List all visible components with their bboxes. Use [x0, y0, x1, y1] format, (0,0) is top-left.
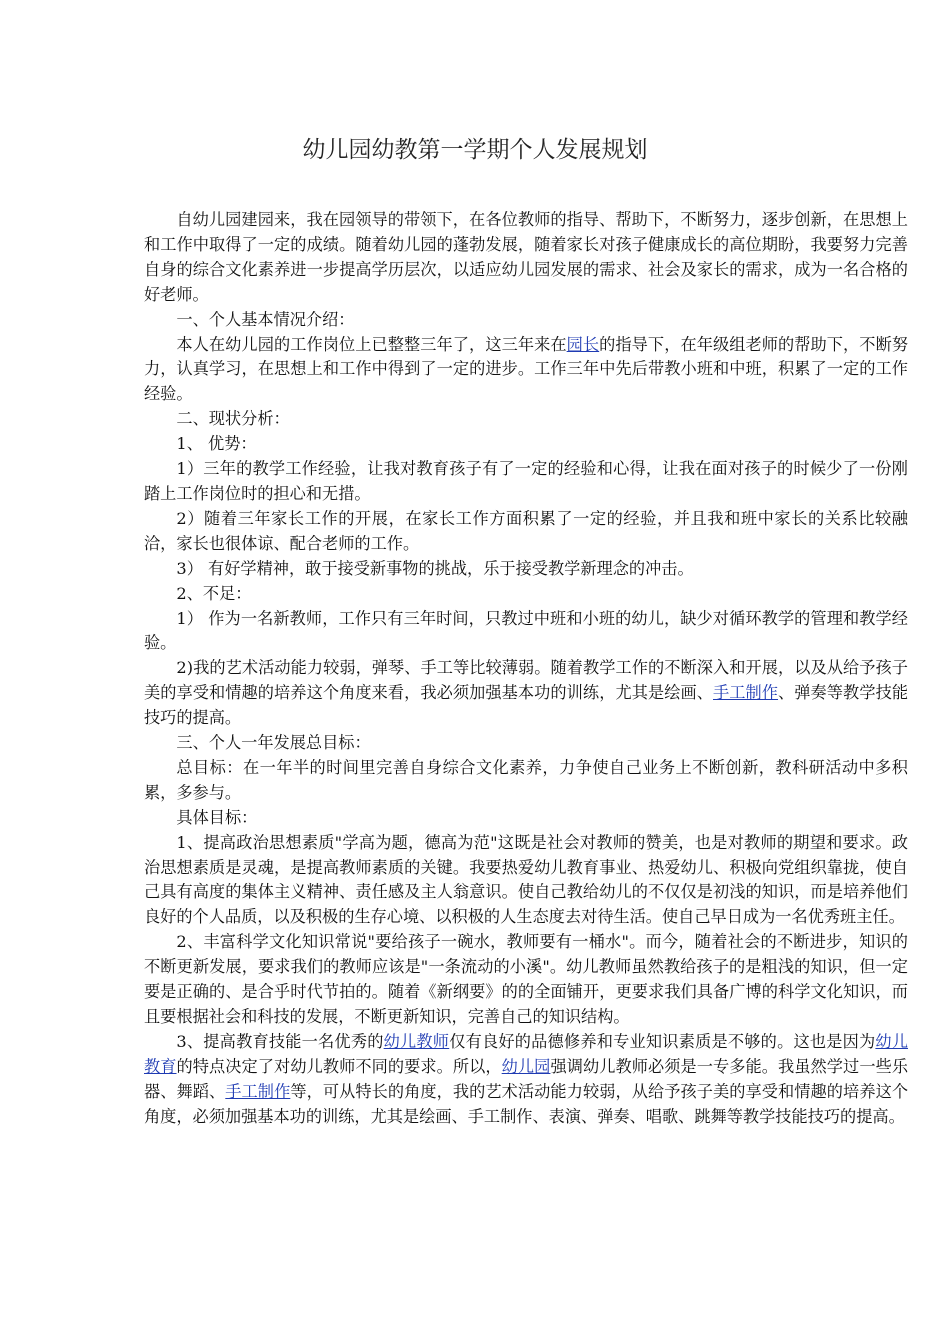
paragraph [144, 308, 908, 333]
paragraph-text: 自幼儿园建园来，我在园领导的带领下，在各位教师的指导、帮助下，不断努力，逐步创新，在思想上和工作中取得了一定的成绩。随着幼儿园的蓬勃发展，随着家长对孩子健康成长的高位期盼，我要努力完善自身的综合文化素养进一步提高学历层次，以适应幼儿园发展的需求、社会及家长的需求，成为一名合格的好老师。 [144, 210, 908, 304]
paragraph-text: 仅有良好的品德修养和专业知识素质是不够的。这也是因为 [449, 1031, 876, 1051]
paragraph-text: 1、 优势： [176, 434, 257, 454]
paragraph-text: 1、提高政治思想素质"学高为题，德高为范"这既是社会对教师的赞美，也是对教师的期望和要求。政治思想素质是灵魂，是提高教师素质的关键。我要热爱幼儿教育事业、热爱幼儿、积极向党组织靠拢，使自己具有高度的集体主义精神、责任感及主人翁意识。使自己教给幼儿的不仅仅是初浅的知识，而是培养他们良好的个人品质，以及积极的生存心境、以积极的人生态度去对待生活。使自己早日成为一名优秀班主任。 [144, 832, 908, 927]
paragraph [144, 208, 908, 308]
paragraph [144, 582, 908, 607]
paragraph [144, 333, 908, 408]
paragraph-text: 2、不足： [176, 583, 252, 603]
inline-link[interactable]: 手工制作 [713, 683, 779, 703]
paragraph-text: 3） 有好学精神，敢于接受新事物的挑战，乐于接受教学新理念的冲击。 [176, 558, 694, 578]
paragraph-text: 1）三年的教学工作经验，让我对教育孩子有了一定的经验和心得，让我在面对孩子的时候少了一份刚踏上工作岗位时的担心和无措。 [144, 459, 908, 503]
paragraph [144, 432, 908, 457]
paragraph [144, 457, 908, 507]
paragraph [144, 507, 908, 557]
document-title: 幼儿园幼教第一学期个人发展规划 [302, 137, 648, 163]
paragraph [144, 731, 908, 756]
inline-link[interactable]: 园长 [566, 334, 600, 354]
paragraph-text: 3、提高教育技能一名优秀的 [176, 1031, 384, 1051]
inline-link[interactable]: 幼儿教师 [383, 1031, 450, 1051]
document-body [144, 208, 908, 1130]
paragraph [144, 607, 908, 657]
paragraph-text: 2)我的艺术活动能力较弱，弹琴、手工等比较薄弱。随着教学工作的不断深入和开展，以及从给予孩子美的享受和情趣的培养这个角度来看，我必须加强基本功的训练，尤其是绘画、 [144, 658, 908, 703]
paragraph-text: 具体目标： [176, 807, 258, 827]
paragraph-text: 、弹奏等教学技能技巧的提高。 [144, 683, 909, 728]
paragraph-text: 一、个人基本情况介绍： [176, 309, 355, 329]
paragraph-text: 本人在幼儿园的工作岗位上已整整三年了，这三年来在 [176, 334, 567, 354]
paragraph-text: 2）随着三年家长工作的开展，在家长工作方面积累了一定的经验，并且我和班中家长的关系比较融洽，家长也很体谅、配合老师的工作。 [144, 508, 908, 553]
inline-link[interactable]: 手工制作 [225, 1081, 291, 1101]
paragraph-text: 的特点决定了对幼儿教师不同的要求。所以， [176, 1056, 502, 1076]
paragraph [144, 756, 908, 806]
inline-link[interactable]: 幼儿教育 [144, 1031, 909, 1076]
paragraph-text: 总目标：在一年半的时间里完善自身综合文化素养，力争使自己业务上不断创新，教科研活动中多积累，多参与。 [144, 757, 908, 802]
paragraph-text: 2、丰富科学文化知识常说"要给孩子一碗水，教师要有一桶水"。而今，随着社会的不断进步，知识的不断更新发展，要求我们的教师应该是"一条流动的小溪"。幼儿教师虽然教给孩子的是粗浅的知识，但一定要是正确的、是合乎时代节拍的。随着《新纲要》的的全面铺开，更要求我们具备广博的科学文化知识，而且要根据社会和科技的发展，不断更新知识，完善自己的知识结构。 [144, 932, 908, 1026]
paragraph [144, 806, 908, 831]
inline-link[interactable]: 幼儿园 [501, 1056, 551, 1076]
paragraph-text: 二、现状分析： [176, 409, 290, 429]
paragraph-text: 强调幼儿教师必须是一专多能。我虽然学过一些乐器、舞蹈、 [144, 1056, 909, 1101]
paragraph [144, 656, 908, 731]
paragraph [144, 831, 908, 931]
paragraph [144, 930, 908, 1030]
paragraph-text: 1） 作为一名新教师，工作只有三年时间，只教过中班和小班的幼儿，缺少对循环教学的管理和教学经验。 [144, 608, 908, 653]
paragraph-text: 三、个人一年发展总目标： [176, 733, 371, 753]
paragraph-text: 等，可从特长的角度，我的艺术活动能力较弱，从给予孩子美的享受和情趣的培养这个角度，必须加强基本功的训练，尤其是绘画、手工制作、表演、弹奏、唱歌、跳舞等教学技能技巧的提高。 [144, 1081, 909, 1126]
paragraph [144, 557, 908, 582]
paragraph [144, 407, 908, 432]
paragraph [144, 1030, 908, 1130]
paragraph-text: 的指导下，在年级组老师的帮助下，不断努力，认真学习，在思想上和工作中得到了一定的进步。工作三年中先后带教小班和中班，积累了一定的工作经验。 [144, 334, 909, 404]
